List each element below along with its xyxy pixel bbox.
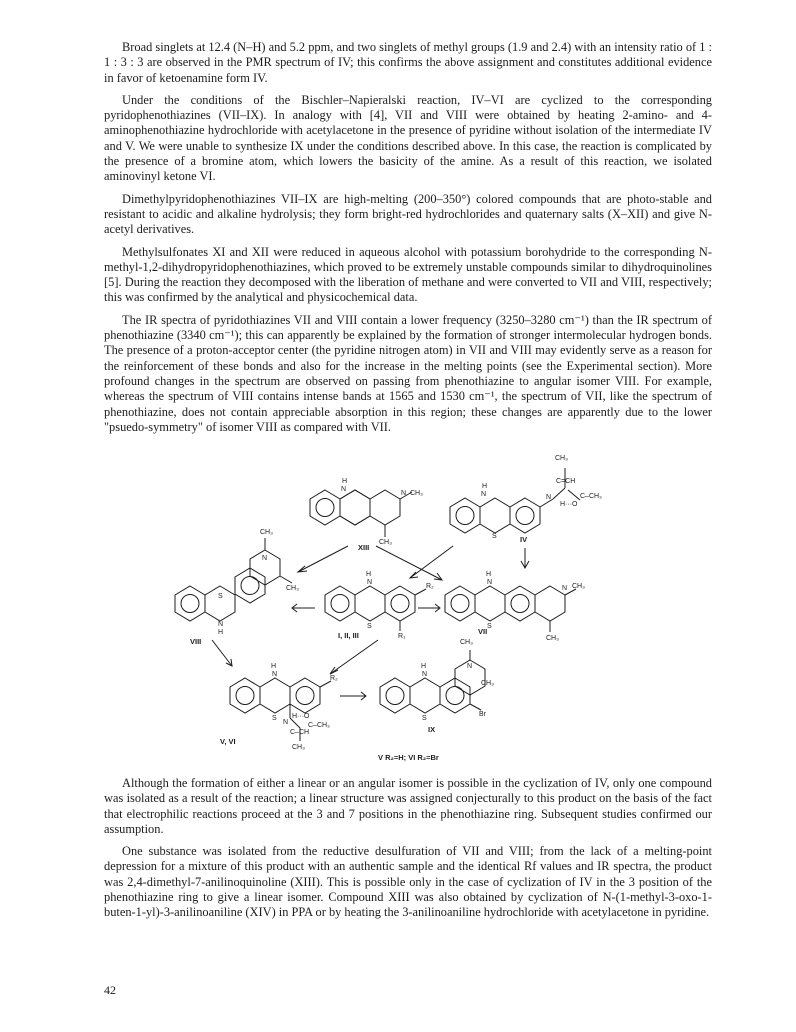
atom-ch3: CH₃ — [555, 455, 568, 462]
atom-n: N — [367, 579, 373, 586]
atom-c-ch3: C–CH₃ — [308, 722, 330, 729]
atom-s: S — [422, 715, 427, 722]
atom-n: N — [422, 671, 428, 678]
label-vii: VII — [478, 627, 488, 636]
label-xiii: XIII — [358, 543, 370, 552]
paragraph: Under the conditions of the Bischler–Napieralski reaction, IV–VI are cyclized to the corresponding pyridophenothiazines (VII–IX). In analogy with [4], VII and VIII were obtained by heating 2-amino- and 4-aminophenothiazine hydrochloride with acetylacetone in the presence of pyridine without isolation of the intermediate IV and V. We were unable to synthesize IX under the conditions described above. In this case, the reaction is complicated by the presence of a bromine atom, which lowers the basicity of the amine. As a result of this reaction, we isolated aminovinyl ketone VI. — [104, 92, 712, 184]
atom-ch3: CH₃ — [460, 639, 473, 646]
atom-n: N — [481, 491, 487, 498]
structure-vii — [445, 586, 576, 632]
text-block-top — [104, 40, 712, 442]
paragraph: The IR spectra of pyridothiazines VII and VIII contain a lower frequency (3250–3280 cm⁻¹) than the IR spectrum of phenothiazine (3340 cm⁻¹); this can apparently be explained by the formation of stronger intermolecular hydrogen bonds. The presence of a proton-acceptor center (the pyridine nitrogen atom) in VII and VIII may evidently serve as a reason for the reinforcement of these bonds and also for the increase in the melting points (see the Experimental section). More profound changes in the spectrum are observed on passing from phenothiazine to angular isomer VIII. For example, whereas the spectrum of VIII contains intense bands at 1565 and 1530 cm⁻¹, the spectrum of VII, like the spectrum of phenothiazine, does not contain appreciable absorption in this region; these changes are apparently due to the lower "psuedo-symmetry" of isomer VIII as compared with VII. — [104, 312, 712, 434]
paragraph: Although the formation of either a linear or an angular isomer is possible in the cyclization of IV, only one compound was isolated as a result of the reaction; a linear structure was assigned conjecturally to this product on the basis of the fact that electrophilic reactions proceed at the 3 and 7 positions in the phenothiazine ring. Subsequent studies confirmed our assumption. — [104, 776, 712, 836]
structure-v-vi — [230, 678, 331, 741]
atom-ch3: CH₃ — [379, 539, 392, 546]
atom-r2: R₂ — [330, 675, 338, 682]
atom-ch3: CH₃ — [572, 583, 585, 590]
atom-h-bond: H···O — [560, 501, 578, 508]
reaction-scheme — [160, 438, 660, 766]
atom-h: H — [271, 663, 277, 670]
atom-n: N — [487, 579, 493, 586]
structure-xiii — [310, 490, 412, 537]
atom-ch3: CH₃ — [260, 529, 273, 536]
atom-h: H — [366, 571, 372, 578]
scheme-footnote: V R₂=H; VI R₂=Br — [378, 753, 439, 762]
atom-labels — [218, 455, 602, 751]
atom-s: S — [272, 715, 277, 722]
atom-n: N — [272, 671, 278, 678]
structure-i-ii-iii — [325, 586, 426, 631]
atom-ch3: CH₃ — [286, 585, 299, 592]
atom-n: N — [562, 585, 568, 592]
paragraph: One substance was isolated from the reductive desulfuration of VII and VIII; from the lack of a melting-point depression for a mixture of this product with an authentic sample and the identical Rf values and IR spectra, the product was 2,4-dimethyl-7-anilinoquinoline (XIII). This is possible only in the case of cyclization of IV in the 3 position of the phenothiazine ring to give a linear isomer. Compound XIII was also obtained by cyclization of N-(1-methyl-3-oxo-1-buten-1-yl)-3-anilinoaniline (XIV) in PPA or by heating the 3-anilinoaniline hydrochloride with acetylacetone in pyridine. — [104, 844, 712, 920]
atom-n: N — [283, 719, 289, 726]
structure-ix — [380, 650, 485, 713]
atom-br: Br — [479, 711, 486, 718]
atom-h-bond: H···O — [292, 713, 310, 720]
atom-s: S — [487, 623, 492, 630]
paragraph: Dimethylpyridophenothiazines VII–IX are high-melting (200–350°) colored compounds that are photo-stable and resistant to acidic and alkaline hydrolysis; they form bright-red hydrochlorides and quaternary salts (X–XII) and give N-acetyl derivatives. — [104, 191, 712, 237]
atom-h: H — [486, 571, 492, 578]
atom-n: N — [262, 555, 268, 562]
atom-s: S — [218, 593, 223, 600]
atom-n: N — [546, 494, 552, 501]
atom-ch3: CH₃ — [292, 744, 305, 751]
atom-h: H — [421, 663, 427, 670]
compound-labels — [190, 535, 527, 762]
label-iv: IV — [520, 535, 528, 544]
atom-s: S — [492, 533, 497, 540]
reaction-scheme-figure — [160, 438, 660, 766]
atom-ch3: CH₃ — [410, 490, 423, 497]
atom-r2: R₂ — [426, 583, 434, 590]
atom-ch3: CH₃ — [546, 635, 559, 642]
atom-c-ch: C–CH — [290, 729, 310, 736]
atom-h: H — [218, 629, 224, 636]
page-number: 42 — [104, 983, 116, 997]
text-block-bottom — [104, 776, 712, 928]
atom-h: H — [482, 483, 488, 490]
paragraph: Methylsulfonates XI and XII were reduced in aqueous alcohol with potassium borohydride to the corresponding N-methyl-1,2-dihydropyridophenothiazines, which proved to be extremely unstable compounds similar to dihydroquinolines [5]. During the reaction they decomposed with the liberation of methane and were converted to VII and VIII, respectively; this was confirmed by the analytical and physicochemical data. — [104, 244, 712, 305]
atom-c-ch3: C–CH₃ — [580, 493, 602, 500]
atom-n: N — [218, 621, 224, 628]
atom-c-ch: C=CH — [556, 478, 576, 485]
paragraph: Broad singlets at 12.4 (N–H) and 5.2 ppm, and two singlets of methyl groups (1.9 and 2.4) with an intensity ratio of 1 : 1 : 3 : 3 are observed in the PMR spectrum of IV; this confirms the above assignment and constitutes additional evidence in favor of ketoenamine form IV. — [104, 40, 712, 85]
atom-n: N — [467, 663, 473, 670]
label-ix: IX — [428, 725, 436, 734]
label-i-ii-iii: I, II, III — [338, 631, 359, 640]
atom-n: N — [341, 486, 347, 493]
atom-s: S — [367, 623, 372, 630]
label-v-vi: V, VI — [220, 737, 236, 746]
structure-viii — [175, 538, 292, 621]
label-viii: VIII — [190, 637, 202, 646]
atom-ch3: CH₃ — [481, 680, 494, 687]
atom-h: H — [342, 478, 348, 485]
atom-r1: R₁ — [398, 633, 406, 640]
atom-n: N — [401, 490, 407, 497]
